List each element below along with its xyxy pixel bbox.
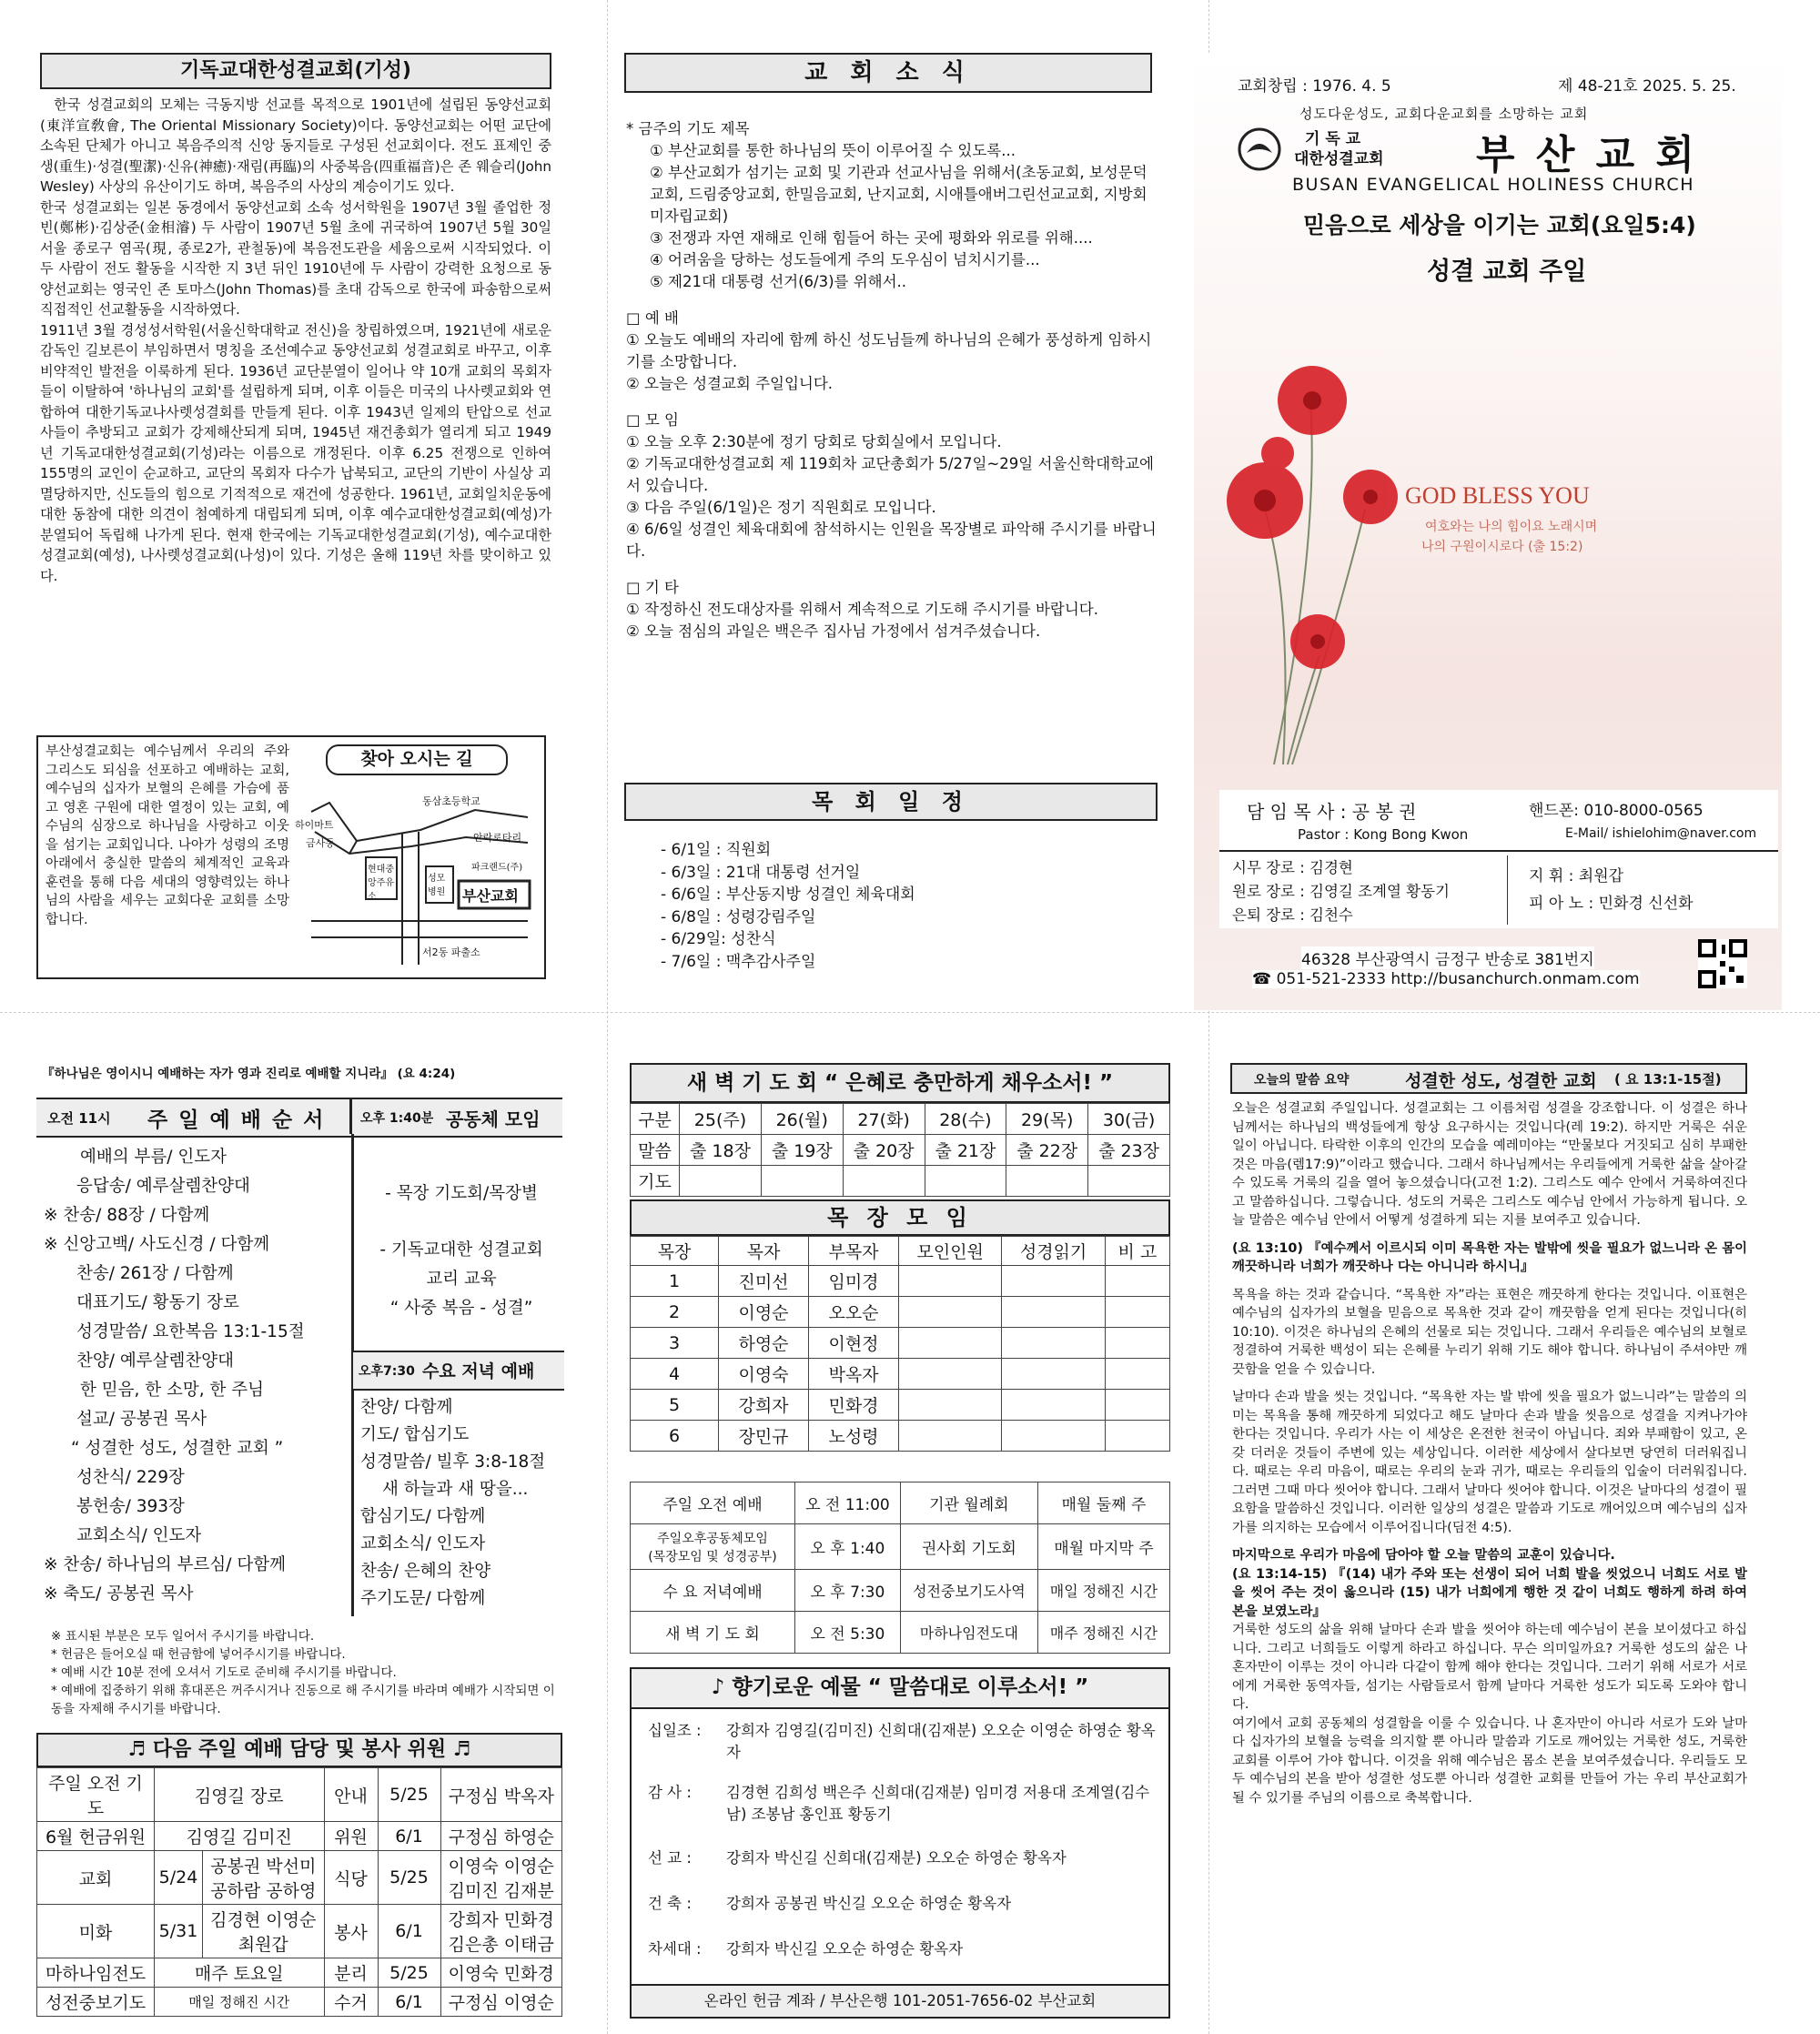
wednesday-list: [360, 1394, 570, 1613]
table-row: [631, 1390, 1170, 1421]
list-item: - 6/3일 : 21대 대통령 선거일: [661, 863, 861, 882]
table-cell: 주일 오전 예배: [631, 1482, 795, 1524]
table-cell: 오 전 11:00: [795, 1482, 901, 1524]
offering-row: 차세대 : 강희자 박신길 오오순 하영순 황옥자: [648, 1940, 964, 1958]
church-address: 46328 부산광역시 금정구 반송로 381번지: [1301, 946, 1594, 969]
table-cell: 이영숙 민화경: [440, 1958, 562, 1988]
map-label: 현대중앙주유소: [368, 865, 394, 902]
table-cell: 이영숙 이영순 김미진 김재분: [440, 1851, 562, 1905]
table-cell: 공봉권 박선미 공하람 공하영: [203, 1851, 325, 1905]
issue-number: 제 48-21호 2025. 5. 25.: [1558, 77, 1736, 96]
table-cell: 김경현 이영순 최원갑: [203, 1905, 325, 1958]
table-cell: 위원: [324, 1822, 378, 1851]
list-item: 응답송/ 예루살렘찬양대: [76, 1177, 250, 1196]
history-paragraph: 한국 성결교회는 일본 동경에서 동양선교회 소속 성서학원을 1907년 3월 졸업한 정빈(鄭彬)·김상준(金相濬) 두 사람이 1907년 5월 초에 귀국하여 1907년 5월 30일 서울 종로구 염곡(現, 종로2가, 관철동)에 복음전도관을 세움으로써 시작되었다. 이 두 사람이 전도 활동을 시작한 지 3년 뒤인 1910년에 두 사람이 강력한 요청으로 동양선교회는 영국인 존 토마스(John Thomas)를 초대 감독으로 한국에 파송함으로써 직접적인 선교활동을 시작하였다.: [40, 198, 551, 318]
officers-box: [1219, 852, 1778, 928]
map-label: 파크랜드(주): [471, 863, 523, 873]
table-cell: 3: [631, 1328, 719, 1359]
table-cell: 매일 정해진 시간: [1037, 1570, 1169, 1612]
table-row: [631, 1237, 1170, 1266]
list-item: ※ 찬송/ 하나님의 부르심/ 다함께: [44, 1555, 286, 1574]
sermon-paragraph: 거룩한 성도의 삶을 위해 날마다 손과 발을 씻어야 하는데 예수님이 본을 보이셨다고 하십니다. 그리고 너희들도 이렇게 하라고 하십니다. 무슨 의미일까요? 거룩한 성도의 삶은 나 혼자만이 이루는 것이 아니라 다같이 함께 해야 한다는 것입니다. 그러기 위해 서로가 서로에게 거룩한 동역자들, 섬기는 사람들로서 함께 날마다 거룩한 성도가 되도록 도와야 합니다.: [1232, 1623, 1747, 1712]
church-name-en: BUSAN EVANGELICAL HOLINESS CHURCH: [1292, 175, 1694, 195]
offering-row: 선 교 : 강희자 박신길 신희대(김재분) 오오순 하영순 황옥자: [648, 1849, 1067, 1867]
list-item: ② 오늘은 성결교회 주일입니다.: [626, 375, 834, 392]
map-label: 금사동: [306, 837, 335, 849]
mission-text: 부산성결교회는 예수님께서 우리의 주와 그리스도 되심을 선포하고 예배하는 교회, 예수님의 십자가 보혈의 은혜를 가슴에 품고 영혼 구원에 대한 열정이 있는 교회, 예수님의 심장으로 하나님을 사랑하고 이웃을 섬기는 교회입니다. 나아가 성령의 조명 아래에서 충실한 말씀의 체계적인 교육과 훈련을 통해 다음 세대의 영향력있는 하나님의 사람을 세우는 교회다운 교회를 소망합니다.: [46, 744, 289, 927]
wednesday-title: 수요 저녁 예배: [422, 1361, 535, 1381]
service-times-table: [630, 1482, 1170, 1654]
list-item: 교회소식/ 인도자: [360, 1534, 486, 1553]
table-cell: 27(화): [843, 1104, 925, 1135]
list-item: * 헌금은 들어오실 때 헌금함에 넣어주시기를 바랍니다.: [51, 1647, 346, 1662]
community-time: 오후 1:40분: [360, 1111, 434, 1126]
table-cell: 1: [631, 1266, 719, 1297]
list-item: * 예배에 집중하기 위해 휴대폰은 꺼주시거나 진동으로 해 주시기를 바라며 예배가 시작되면 이동을 자제해 주시기를 바랍니다.: [51, 1684, 555, 1716]
list-item: ① 부산교회를 통한 하나님의 뜻이 이루어질 수 있도록...: [650, 142, 1016, 159]
table-cell: 5/25: [378, 1768, 440, 1822]
sermon-body: [1232, 1099, 1747, 1807]
table-row: [37, 1905, 562, 1958]
table-cell: 6월 헌금위원: [37, 1822, 155, 1851]
offering-row: 감 사 : 김경현 김희성 백은주 신희대(김재분) 임미경 저용대 조계열(김수남) 조봉남 홍인표 황동기: [648, 1784, 1150, 1823]
table-cell: 26(월): [761, 1104, 843, 1135]
table-cell: 구정심 하영순: [440, 1822, 562, 1851]
list-item: ④ 어려움을 당하는 성도들에게 주의 도우심이 넘치시기를...: [650, 251, 1040, 268]
cell-meeting-title: 목 장 모 임: [630, 1199, 1170, 1236]
table-row: [37, 1822, 562, 1851]
list-item: ⑤ 제21대 대통령 선거(6/3)를 위해서..: [650, 273, 907, 290]
table-row: [631, 1297, 1170, 1328]
table-cell: 29(목): [1006, 1104, 1088, 1135]
sermon-reference: ( 요 13:1-15절): [1614, 1071, 1722, 1088]
table-cell: [843, 1166, 925, 1197]
table-cell: 분리: [324, 1958, 378, 1988]
church-motto: 성도다운성도, 교회다운교회를 소망하는 교회: [1299, 106, 1589, 122]
pastor-name-en: Pastor : Kong Bong Kwon: [1298, 826, 1469, 843]
church-theme: 믿음으로 세상을 이기는 교회(요일5:4): [1303, 212, 1696, 238]
table-cell: 오 후 7:30: [795, 1570, 901, 1612]
community-title: 공동체 모임: [446, 1108, 541, 1130]
list-item: 새 하늘과 새 땅을...: [382, 1480, 529, 1499]
table-cell: 주일 오전 기도: [37, 1768, 155, 1822]
map-label: 동삼초등학교: [422, 795, 480, 807]
list-item: 찬양/ 다함께: [360, 1398, 453, 1417]
map-drawing: [293, 739, 541, 974]
table-cell: 부목자: [809, 1237, 899, 1266]
schedule-title: 목 회 일 정: [624, 783, 1158, 821]
worship-header: □ 예 배: [626, 309, 679, 327]
pastor-email: E-Mail/ ishielohim@naver.com: [1565, 826, 1757, 841]
table-cell: 2: [631, 1297, 719, 1328]
table-cell: 김영길 장로: [155, 1768, 325, 1822]
table-cell: 매주 토요일: [155, 1958, 325, 1988]
dawn-prayer-table: [630, 1103, 1170, 1197]
elder-item: 은퇴 장로 : 김천수: [1232, 906, 1353, 924]
list-item: 찬송/ 은혜의 찬양: [360, 1562, 491, 1581]
table-cell: 성전중보기도사역: [900, 1570, 1037, 1612]
list-item: 봉헌송/ 393장: [76, 1497, 185, 1516]
table-row: [631, 1266, 1170, 1297]
table-cell: 구정심 이영순: [440, 1988, 562, 2017]
list-item: 설교/ 공봉권 목사: [76, 1410, 207, 1429]
offering-row: 건 축 : 강희자 공봉권 박신길 오오순 하영순 황옥자: [648, 1895, 1012, 1912]
community-list: [359, 1179, 564, 1323]
qr-code-icon: [1698, 939, 1747, 988]
list-item: “ 사중 복음 - 성결”: [389, 1299, 533, 1318]
list-item: ① 오늘 오후 2:30분에 정기 당회로 당회실에서 모입니다.: [626, 433, 1002, 450]
offering-box: [630, 1667, 1170, 2019]
elder-item: 원로 장로 : 김영길 조계열 황동기: [1232, 883, 1450, 900]
table-cell: 교회: [37, 1851, 155, 1905]
schedule-list: [661, 839, 1134, 973]
list-item: 교리 교육: [426, 1270, 497, 1289]
sermon-title: 성결한 성도, 성결한 교회: [1405, 1071, 1597, 1091]
table-cell: 수거: [324, 1988, 378, 2017]
list-item: ② 부산교회가 섬기는 교회 및 기관과 선교사님을 위해서(초동교회, 보성문덕교회, 드림중앙교회, 한밀음교회, 난지교회, 시애틀애버그린선교교회, 지방회 미자립교회): [650, 164, 1148, 225]
list-item: “ 성결한 성도, 성결한 교회 ”: [71, 1439, 284, 1458]
table-row: [37, 1958, 562, 1988]
table-cell: 오 후 1:40: [795, 1524, 901, 1570]
church-name: 부 산 교 회: [1476, 132, 1698, 178]
offering-row: 십일조 : 강희자 김영길(김미진) 신희대(김재분) 오오순 이영순 하영순 황옥자: [648, 1722, 1156, 1761]
table-cell: 5: [631, 1390, 719, 1421]
list-item: ① 오늘도 예배의 자리에 함께 하신 성도님들께 하나님의 은혜가 풍성하게 임하시기를 소망합니다.: [626, 331, 1152, 370]
offering-title: ♪ 향기로운 예물 “ 말씀대로 이루소서! ”: [632, 1669, 1168, 1709]
map-label: 성모병원: [428, 874, 446, 897]
table-row: [37, 1768, 562, 1822]
sermon-paragraph: (요 13:10) 『예수께서 이르시되 이미 목욕한 자는 발밖에 씻을 필요가 없느니라 온 몸이 깨끗하니라 너희가 깨끗하나 다는 아니니라 하시니』: [1232, 1240, 1747, 1274]
list-item: 성경말씀/ 요한복음 13:1-15절: [76, 1322, 305, 1341]
table-cell: 주일오후공동체모임 (목장모임 및 성경공부): [631, 1524, 795, 1570]
list-item: ② 오늘 점심의 과일은 백은주 집사님 가정에서 섬겨주셨습니다.: [626, 622, 1041, 640]
table-cell: 수 요 저녁예배: [631, 1570, 795, 1612]
table-cell: 비 고: [1105, 1237, 1169, 1266]
list-item: 교회소식/ 인도자: [76, 1526, 202, 1545]
table-cell: 성경읽기: [1002, 1237, 1105, 1266]
table-cell: 안내: [324, 1768, 378, 1822]
list-item: 찬송/ 261장 / 다함께: [76, 1264, 234, 1283]
table-cell: 하영순: [719, 1328, 809, 1359]
map-label: 서2동 파출소: [422, 946, 480, 958]
list-item: - 목장 기도회/목장별: [385, 1184, 538, 1203]
scripture-verse: 『하나님은 영이시니 예배하는 자가 영과 진리로 예배할 지니라』 (요 4:24): [42, 1067, 456, 1081]
history-paragraph: 1911년 3월 경성성서학원(서울신학대학교 전신)을 창립하였으며, 1921년에 새로운 감독인 길보른이 부임하면서 명칭을 조선예수교 동양선교회 성결교회로 바꾸고, 이후 비약적인 발전을 이룩하게 된다. 1936년 교단분열이 일어나 약 10개 교회의 목회자들이 이탈하여 '하나님의 교회'를 설립하게 되며, 이후 이들은 미국의 나사렛교회와 연합하여 대한기독교나사렛성결회를 만들게 된다. 이후 1943년 일제의 탄압으로 선교사들이 추방되고 교회가 강제해산되게 되며, 1945년 재건총회가 열리게 되고 1949년 기독교대한성결교회(기성)라는 이름으로 개정된다. 이후 6.25 전쟁으로 인하여 155명의 교인이 순교하고, 교단의 목회자 다수가 납북되고, 교단의 기반이 사실상 괴멸당하지만, 신도들의 힘으로 기적적으로 재건에 성공한다. 1961년, 교회일치운동에 대한 동참에 대한 의견이 첨예하게 대립되게 되며, 이후 예수교대한성결교회(예성)가 분열되어 독립해 나가게 된다. 현재 한국에는 기독교대한성결교회(기성), 예수교대한성결교회(예성), 나사렛성결교회(나성)이 있다. 기성은 올해 119년 차를 맞이하고 있다.: [40, 321, 551, 584]
list-item: - 7/6일 : 맥추감사주일: [661, 952, 816, 971]
table-cell: 성전중보기도: [37, 1988, 155, 2017]
table-row: [631, 1135, 1170, 1166]
table-cell: 4: [631, 1359, 719, 1390]
table-cell: 이현정: [809, 1328, 899, 1359]
table-cell: 구분: [631, 1104, 680, 1135]
table-cell: 5/25: [378, 1851, 440, 1905]
table-cell: [680, 1166, 762, 1197]
worship-order-header: [36, 1098, 562, 1138]
history-paragraph: 한국 성결교회의 모체는 극동지방 선교를 목적으로 1901년에 설립된 동양선교회(東洋宣敎會, The Oriental Missionary Society)이다. 동양선교회는 어떤 교단에 소속된 단체가 아니고 복음주의적 신앙 동지들로 구성된 선교회이다. 전도 표제인 중생(重生)·성결(聖潔)·신유(神癒)·재림(再臨)의 사중복음(四重福音)은 존 웨슬리(John Wesley) 사상의 유산이기도 하며, 복음주의 사상의 계승이기도 있다.: [40, 96, 551, 195]
list-item: 주기도문/ 다함께: [360, 1589, 486, 1608]
list-item: ③ 다음 주일(6/1일)은 정기 직원회로 모입니다.: [626, 499, 936, 516]
table-cell: 출 20장: [843, 1135, 925, 1166]
table-cell: 오오순: [809, 1297, 899, 1328]
worship-notes: [51, 1627, 561, 1718]
table-cell: 권사회 기도회: [900, 1524, 1037, 1570]
list-item: 합심기도/ 다함께: [360, 1507, 486, 1526]
history-title: 기독교대한성결교회(기성): [40, 53, 551, 89]
table-row: [631, 1328, 1170, 1359]
table-cell: 기도: [631, 1166, 680, 1197]
sermon-header: [1230, 1063, 1747, 1094]
map: [293, 739, 541, 974]
table-cell: 목장: [631, 1237, 719, 1266]
church-logo-icon: [1234, 126, 1285, 173]
list-item: ③ 전쟁과 자연 재해로 인해 힘들어 하는 곳에 평화와 위로를 위해....: [650, 229, 1093, 247]
table-cell: 6: [631, 1421, 719, 1452]
wednesday-header: [353, 1351, 564, 1391]
table-row: [631, 1524, 1170, 1570]
table-cell: 마하나임전도: [37, 1958, 155, 1988]
blessing-verse-1: 여호와는 나의 힘이요 노래시며: [1425, 520, 1598, 534]
table-cell: 식당: [324, 1851, 378, 1905]
table-cell: [1006, 1166, 1088, 1197]
founded-date: 교회창립 : 1976. 4. 5: [1238, 77, 1391, 96]
staff-item: 피 아 노 : 민화경 신선화: [1529, 895, 1694, 913]
worship-order-title: 주 일 예 배 순 서: [147, 1108, 326, 1132]
list-item: 찬양/ 예루살렘찬양대: [76, 1351, 234, 1371]
table-row: [631, 1104, 1170, 1135]
sermon-paragraph: 마지막으로 우리가 마음에 담아야 할 오늘 말씀의 교훈이 있습니다.: [1232, 1548, 1615, 1563]
elder-item: 시무 장로 : 김경현: [1232, 859, 1353, 876]
cell-meeting-table: [630, 1236, 1170, 1452]
meeting-header: □ 모 임: [626, 411, 679, 429]
sermon-label: 오늘의 말씀 요약: [1254, 1073, 1350, 1088]
blessing-verse-2: 나의 구원이시로다 (출 15:2): [1421, 540, 1583, 554]
worship-time: 오전 11시: [47, 1110, 111, 1127]
table-cell: 봉사: [324, 1905, 378, 1958]
etc-list: [626, 599, 1158, 643]
list-item: - 6/29일: 성찬식: [661, 930, 776, 948]
worship-order-list: [44, 1143, 344, 1609]
list-item: 성찬식/ 229장: [76, 1468, 185, 1487]
table-row: [37, 1851, 562, 1905]
table-cell: 6/1: [378, 1822, 440, 1851]
table-cell: 25(주): [680, 1104, 762, 1135]
table-cell: 5/25: [378, 1958, 440, 1988]
online-account: 온라인 헌금 계좌 / 부산은행 101-2051-7656-02 부산교회: [632, 1984, 1168, 2017]
list-item: 예배의 부름/ 인도자: [80, 1148, 227, 1167]
map-label: 하이마트: [295, 819, 334, 831]
table-cell: 새 벽 기 도 회: [631, 1612, 795, 1654]
table-cell: 모인인원: [899, 1237, 1002, 1266]
pastor-info: [1219, 790, 1778, 852]
prayer-list: [626, 140, 1158, 293]
church-contact: ☎ 051-521-2333 http://busanchurch.onmam.com: [1252, 970, 1640, 988]
god-bless-text: GOD BLESS YOU: [1405, 482, 1590, 509]
list-item: ① 작정하신 전도대상자를 위해서 계속적으로 기도해 주시기를 바랍니다.: [626, 601, 1098, 618]
sermon-paragraph: (요 13:14-15) 『(14) 내가 주와 또는 선생이 되어 너희 발을 씻었으니 너희도 서로 발을 씻어 주는 것이 옳으니라 (15) 내가 너희에게 행한 것 같이 너희도 행하게 하려 하여 본을 보였노라』: [1232, 1566, 1747, 1619]
table-cell: 매월 둘째 주: [1037, 1482, 1169, 1524]
news-body: [626, 118, 1158, 643]
dawn-prayer-title: 새 벽 기 도 회 “ 은혜로 충만하게 채우소서! ”: [630, 1063, 1170, 1103]
table-cell: 5/31: [155, 1905, 203, 1958]
map-label: 안락로타리: [473, 832, 522, 844]
table-row: [37, 1988, 562, 2017]
sermon-paragraph: 날마다 손과 발을 씻는 것입니다. “목욕한 자는 발 밖에 씻을 필요가 없느니라”는 말씀의 의미는 목욕을 통해 깨끗하게 되었다고 해도 날마다 손과 발을 씻음으로 성결을 지켜나가야 한다는 것입니다. 우리가 사는 이 세상은 온전한 천국이 아닙니다. 죄와 부패함이 있고, 온갖 더러운 것들이 주변에 있는 세상입니다. 이러한 세상에서 살다보면 당연히 더러워집니다. 때로는 우리 마음이, 때로는 우리의 눈과 귀가, 때로는 우리들의 입술이 더러워집니다. 그러면 그때 마다 씻어야 합니다. 그래서 날마다 씻어야 합니다. 이것은 날마다의 성결이 필요함을 말씀하신 것입니다. 이러한 일상의 성결은 말씀과 기도로 깨어있으며 예수님의 십자가를 의지하는 모습에서 이루어집니다(딤전 4:5).: [1232, 1390, 1747, 1535]
table-row: [631, 1421, 1170, 1452]
table-cell: 마하나임전도대: [900, 1612, 1037, 1654]
table-cell: 출 19장: [761, 1135, 843, 1166]
denomination-bottom: 대한성결교회: [1294, 150, 1384, 168]
sermon-paragraph: 오늘은 성결교회 주일입니다. 성결교회는 그 이름처럼 성결을 강조합니다. 이 성결은 하나님께서는 하나님의 백성들에게 항상 요구하시는 것입니다(레 19:2). 하지만 거룩은 쉬운 일이 아닙니다. 타락한 이후의 인간의 모습을 예레미야는 “만물보다 거짓되고 심히 부패한 것은 마음(렘17:9)”이라고 했습니다. 그래서 하나님께서는 우리들에게 거룩한 삶을 살아갈 수 있도록 거룩의 길을 열어 놓으셨습니다(고전 1:2). 그리스도 예수 안에서 거룩하여진다고 말씀하십니다. 그렇습니다. 성도의 거룩은 그리스도 예수님 안에서 가능하게 됩니다. 오늘 말씀은 예수님 안에서 어떻게 성결하게 되는 지를 보여주고 있습니다.: [1232, 1101, 1747, 1228]
table-cell: 임미경: [809, 1266, 899, 1297]
list-item: ※ 신앙고백/ 사도신경 / 다함께: [44, 1235, 270, 1254]
mission-box: [36, 735, 546, 979]
worship-list: [626, 329, 1158, 395]
list-item: 성경말씀/ 빌후 3:8-18절: [360, 1452, 546, 1472]
list-item: ※ 표시된 부분은 모두 일어서 주시기를 바랍니다.: [51, 1629, 315, 1644]
table-row: [631, 1612, 1170, 1654]
table-cell: 매주 정해진 시간: [1037, 1612, 1169, 1654]
table-cell: 출 23장: [1088, 1135, 1170, 1166]
table-cell: 출 21장: [925, 1135, 1006, 1166]
table-cell: 매일 정해진 시간: [155, 1988, 325, 2017]
table-cell: 목자: [719, 1237, 809, 1266]
sermon-paragraph: 여기에서 교회 공동체의 성결함을 이룰 수 있습니다. 나 혼자만이 아니라 서로가 도와 날마다 십자가의 보혈을 능력을 의지할 뿐 아니라 말씀과 기도로 깨어있는 거룩한 성도, 거룩한 교회를 이루어 가야 합니다. 이것을 위해 예수님은 몸소 본을 보여주셨습니다. 우리들도 모두 예수님의 본을 받아 성결한 성도뿐 아니라 성결한 교회를 만들어 가는 우리 부산교회가 될 수 있기를 주님의 이름으로 축복합니다.: [1232, 1715, 1747, 1806]
table-cell: 5/24: [155, 1851, 203, 1905]
list-item: - 6/6일 : 부산동지방 성결인 체육대회: [661, 885, 915, 904]
map-title: 찾아 오시는 길: [326, 744, 508, 775]
table-cell: 28(수): [925, 1104, 1006, 1135]
history-body: [40, 95, 551, 586]
table-cell: 30(금): [1088, 1104, 1170, 1135]
table-cell: 이영순: [719, 1297, 809, 1328]
table-cell: [925, 1166, 1006, 1197]
list-item: - 6/1일 : 직원회: [661, 841, 772, 859]
list-item: 기도/ 합심기도: [360, 1425, 470, 1444]
list-item: * 예배 시간 10분 전에 오셔서 기도로 준비해 주시기를 바랍니다.: [51, 1665, 397, 1680]
list-item: 한 믿음, 한 소망, 한 주님: [80, 1381, 265, 1400]
etc-header: □ 기 타: [626, 579, 679, 596]
table-cell: 기관 월례회: [900, 1482, 1037, 1524]
table-cell: 말씀: [631, 1135, 680, 1166]
staff-item: 지 휘 : 최원갑: [1529, 867, 1624, 885]
table-cell: 장민규: [719, 1421, 809, 1452]
table-cell: 출 18장: [680, 1135, 762, 1166]
table-cell: 미화: [37, 1905, 155, 1958]
pastor-name: 담 임 목 사 : 공 봉 권: [1247, 801, 1417, 823]
denomination-top: 기 독 교: [1305, 130, 1361, 148]
wednesday-time: 오후7:30: [359, 1364, 415, 1379]
duty-title: ♬ 다음 주일 예배 담당 및 봉사 위원 ♬: [36, 1733, 562, 1767]
prayer-header: * 금주의 기도 제목: [626, 120, 750, 137]
list-item: - 6/8일 : 성령강림주일: [661, 907, 816, 926]
table-cell: 6/1: [378, 1905, 440, 1958]
table-cell: 강희자: [719, 1390, 809, 1421]
table-cell: 박옥자: [809, 1359, 899, 1390]
sermon-paragraph: 목욕을 하는 것과 같습니다. “목욕한 자”라는 표현은 깨끗하게 한다는 것입니다. 이표현은 예수님의 십자가의 보혈을 믿음으로 목욕한 것과 같이 깨끗함을 얻게 된다는 것입니다(히 10:10). 이것은 하나님의 은혜의 선물로 되는 것입니다. 그래서 우리들은 예수님의 보혈로 정결하여 거룩한 백성이 되는 은혜를 누리기 위해 기도 해야 합니다. 하나님이 주셔야만 깨끗함을 얻을 수 있습니다.: [1232, 1287, 1747, 1377]
table-cell: 오 전 5:30: [795, 1612, 901, 1654]
duty-table: [36, 1767, 562, 2017]
pastor-phone: 핸드폰: 010-8000-0565: [1529, 802, 1704, 820]
table-cell: [1088, 1166, 1170, 1197]
table-cell: [761, 1166, 843, 1197]
meeting-list: [626, 431, 1158, 562]
list-item: ※ 축도/ 공봉권 목사: [44, 1584, 194, 1604]
table-cell: 구정심 박옥자: [440, 1768, 562, 1822]
list-item: - 기독교대한 성결교회: [379, 1240, 543, 1260]
map-church-label: 부산교회: [462, 887, 519, 905]
table-cell: 진미선: [719, 1266, 809, 1297]
table-cell: 김영길 김미진: [155, 1822, 325, 1851]
sunday-theme: 성결 교회 주일: [1427, 258, 1587, 286]
table-cell: 매월 마지막 주: [1037, 1524, 1169, 1570]
table-cell: 강희자 민화경 김은총 이태금: [440, 1905, 562, 1958]
table-cell: 민화경: [809, 1390, 899, 1421]
table-row: [631, 1570, 1170, 1612]
list-item: ※ 찬송/ 88장 / 다함께: [44, 1206, 210, 1225]
table-cell: 노성령: [809, 1421, 899, 1452]
table-row: [631, 1359, 1170, 1390]
table-row: [631, 1482, 1170, 1524]
list-item: 대표기도/ 황동기 장로: [76, 1293, 239, 1312]
table-cell: 이영숙: [719, 1359, 809, 1390]
list-item: ② 기독교대한성결교회 제 119회차 교단총회가 5/27일~29일 서울신학대학교에서 있습니다.: [626, 455, 1154, 494]
news-title: 교 회 소 식: [624, 53, 1152, 93]
table-cell: 출 22장: [1006, 1135, 1088, 1166]
table-cell: 6/1: [378, 1988, 440, 2017]
list-item: ④ 6/6일 성결인 체육대회에 참석하시는 인원을 목장별로 파악해 주시기를 바랍니다.: [626, 521, 1157, 560]
table-row: [631, 1166, 1170, 1197]
